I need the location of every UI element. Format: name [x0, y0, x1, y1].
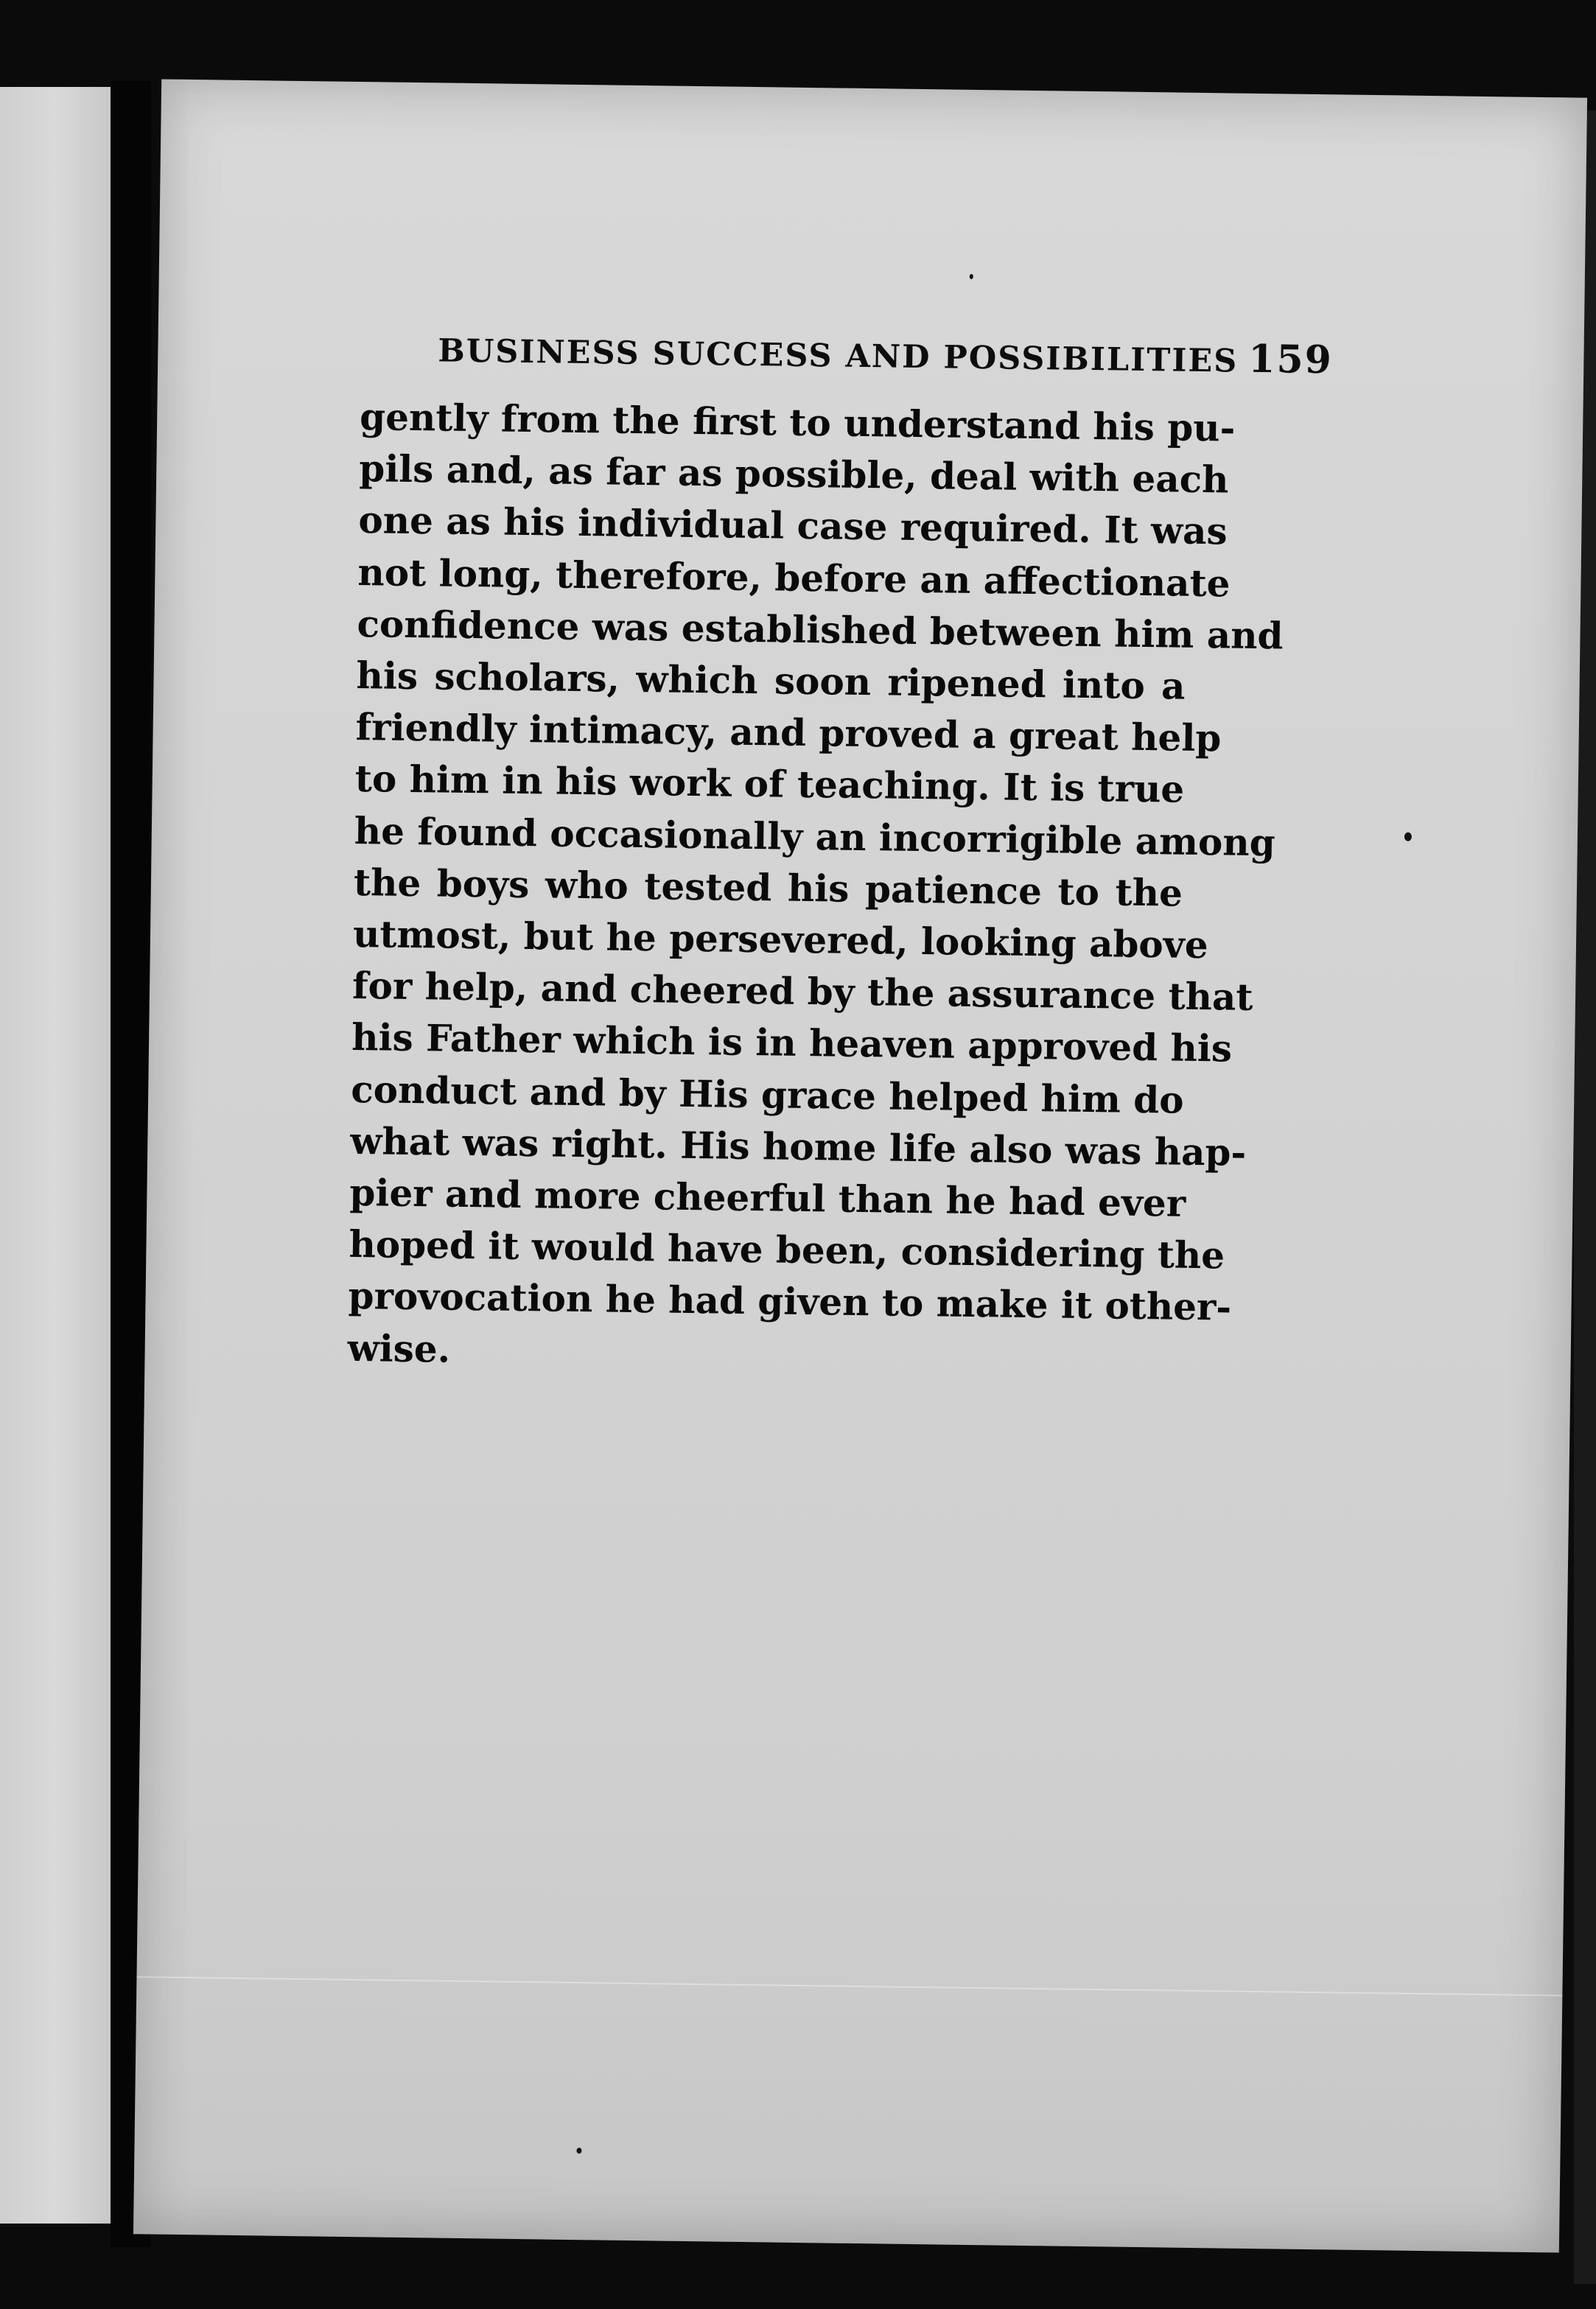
book-page [133, 79, 1587, 2252]
film-speck [576, 2148, 581, 2154]
text-line: conduct and by His grace helped him do [350, 1067, 1184, 1122]
text-line: provocation he had given to make it other- [348, 1274, 1232, 1330]
body-paragraph [347, 391, 1284, 1384]
text-line: utmost, but he persevered, looking above [352, 911, 1209, 967]
text-line: pils and, as far as possible, deal with each [358, 446, 1229, 502]
text-line: hoped it would have been, considering the [349, 1222, 1225, 1278]
text-line: to him in his work of teaching. It is true [354, 757, 1185, 812]
text-line: not long, therefore, before an affectionate [357, 550, 1231, 606]
text-line: his Father which is in heaven approved his [351, 1015, 1233, 1071]
text-line: the boys who tested his patience to the [353, 860, 1183, 915]
film-speck [1404, 833, 1412, 841]
text-line: pier and more cheerful than he had ever [349, 1170, 1186, 1225]
running-head [438, 326, 1367, 382]
page-number: 159 [1247, 336, 1334, 383]
text-line: what was right. His home life also was hap- [350, 1118, 1247, 1174]
text-line: friendly intimacy, and proved a great help [355, 705, 1222, 760]
text-line: his scholars, which soon ripened into a [356, 654, 1186, 708]
text-line: confidence was established between him and [357, 601, 1284, 658]
text-line: for help, and cheered by the assurance that [351, 964, 1253, 1020]
text-line: gently from the first to understand his pu- [359, 395, 1236, 450]
film-speck [970, 274, 973, 279]
running-head-title: BUSINESS SUCCESS AND POSSIBILITIES [438, 332, 1239, 380]
text-line: he found occasionally an incorrigible among [354, 808, 1276, 864]
text-line: wise. [347, 1325, 451, 1371]
film-scratch [136, 1976, 1562, 1996]
previous-page-edge [0, 87, 111, 2224]
text-line: one as his individual case required. It was [358, 498, 1228, 553]
